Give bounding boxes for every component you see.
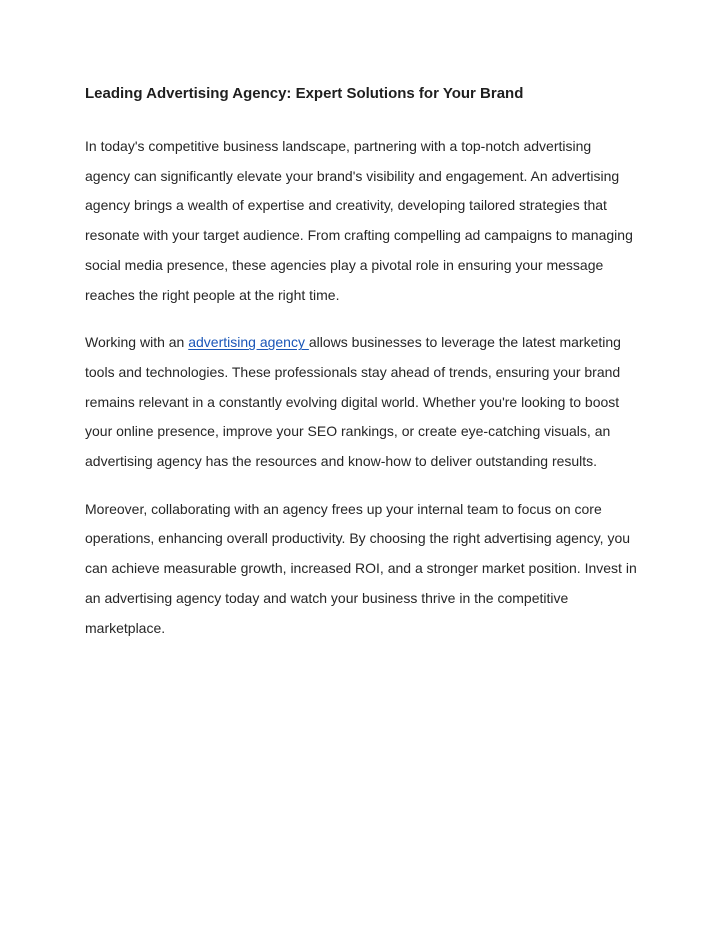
- advertising-agency-link[interactable]: advertising agency: [188, 334, 309, 351]
- paragraph-working-with: [85, 328, 640, 477]
- paragraph-text-before-link: Working with an: [85, 334, 189, 351]
- paragraph-conclusion: Moreover, collaborating with an agency frees up your internal team to focus on core operations, enhancing overall productivity. By choosing the right advertising agency, you can achieve measurable growth, increased ROI, and a stronger market position. Invest in an advertising agency today and watch your business thrive in the competitive marketplace.: [85, 500, 637, 636]
- document-title: Leading Advertising Agency: Expert Solutions for Your Brand: [85, 85, 524, 102]
- paragraph-intro: In today's competitive business landscape, partnering with a top-notch advertising agency can significantly elevate your brand's visibility and engagement. An advertising agency brings a wealth of expertise and creativity, developing tailored strategies that resonate with your target audience. From crafting compelling ad campaigns to managing social media presence, these agencies play a pivotal role in ensuring your message reaches the right people at the right time.: [85, 138, 633, 303]
- paragraph-text-after-link: allows businesses to leverage the latest marketing tools and technologies. These professionals stay ahead of trends, ensuring your brand remains relevant in a constantly evolving digital world. Whether you're looking to boost your online presence, improve your SEO rankings, or create eye-catching visuals, an advertising agency has the resources and know-how to deliver outstanding results.: [85, 334, 621, 470]
- document-body: [85, 84, 640, 643]
